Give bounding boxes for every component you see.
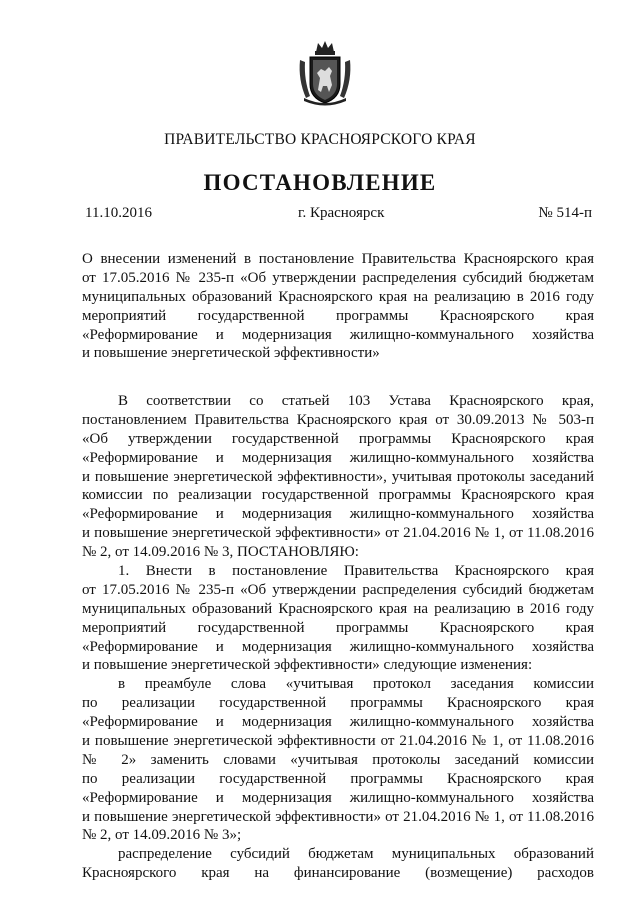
body-line: Красноярского края на финансирование (возмещение) расходов <box>82 865 594 882</box>
subject-line: и повышение энергетической эффективности» <box>82 345 380 362</box>
document-body <box>82 392 594 883</box>
body-line: № 2» заменить словами «учитывая протоколы заседаний комиссии <box>82 751 594 768</box>
body-line: «Реформирование и модернизация жилищно-коммунального хозяйства <box>82 506 594 523</box>
body-line: и повышение энергетической эффективности от 21.04.2016 № 1, от 11.08.2016 <box>82 733 594 750</box>
body-line: постановлением Правительства Красноярского края от 30.09.2013 № 503-п <box>82 411 594 428</box>
subject-line: от 17.05.2016 № 235-п «Об утверждении распределения субсидий бюджетам <box>82 269 594 286</box>
body-line: мероприятий государственной программы Красноярского края <box>82 619 594 636</box>
document-subject <box>82 250 594 363</box>
subject-line: мероприятий государственной программы Красноярского края <box>82 307 594 324</box>
body-line: распределение субсидий бюджетам муниципальных образований <box>118 846 594 863</box>
document-date: 11.10.2016 <box>85 205 152 221</box>
document-type-title: ПОСТАНОВЛЕНИЕ <box>203 170 437 195</box>
body-line: от 17.05.2016 № 235-п «Об утверждении распределения субсидий бюджетам <box>82 581 594 598</box>
body-line: «Реформирование и модернизация жилищно-коммунального хозяйства <box>82 638 594 655</box>
body-line: муниципальных образований Красноярского края на реализацию в 2016 году <box>82 600 594 617</box>
body-line: и повышение энергетической эффективности» от 21.04.2016 № 1, от 11.08.2016 <box>82 808 594 825</box>
body-line: «Реформирование и модернизация жилищно-коммунального хозяйства <box>82 789 594 806</box>
body-line: по реализации государственной программы Красноярского края <box>82 695 594 712</box>
body-line: «Реформирование и модернизация жилищно-коммунального хозяйства <box>82 714 594 731</box>
body-line: «Об утверждении государственной программы Красноярского края <box>82 430 594 447</box>
government-name: ПРАВИТЕЛЬСТВО КРАСНОЯРСКОГО КРАЯ <box>164 131 476 148</box>
document-number: № 514-п <box>538 205 592 221</box>
body-line: в преамбуле слова «учитывая протокол заседания комиссии <box>118 676 594 693</box>
body-line: В соответствии со статьей 103 Устава Красноярского края, <box>118 393 594 409</box>
document-city: г. Красноярск <box>298 205 385 221</box>
body-line: № 2, от 14.09.2016 № 3, ПОСТАНОВЛЯЮ: <box>82 544 359 561</box>
body-line: по реализации государственной программы Красноярского края <box>82 770 594 787</box>
body-line: и повышение энергетической эффективности», учитывая протоколы заседаний <box>82 468 594 485</box>
body-line: и повышение энергетической эффективности» следующие изменения: <box>82 657 533 674</box>
body-line: № 2, от 14.09.2016 № 3»; <box>82 827 242 844</box>
subject-line: О внесении изменений в постановление Правительства Красноярского края <box>82 251 594 267</box>
coat-of-arms-icon <box>296 40 354 106</box>
body-line: и повышение энергетической эффективности» от 21.04.2016 № 1, от 11.08.2016 <box>82 525 594 542</box>
body-line: 1. Внести в постановление Правительства Красноярского края <box>118 563 594 580</box>
subject-line: муниципальных образований Красноярского края на реализацию в 2016 году <box>82 288 594 305</box>
body-line: «Реформирование и модернизация жилищно-коммунального хозяйства <box>82 449 594 466</box>
body-line: комиссии по реализации государственной программы Красноярского края <box>82 487 594 504</box>
subject-line: «Реформирование и модернизация жилищно-коммунального хозяйства <box>82 326 594 343</box>
